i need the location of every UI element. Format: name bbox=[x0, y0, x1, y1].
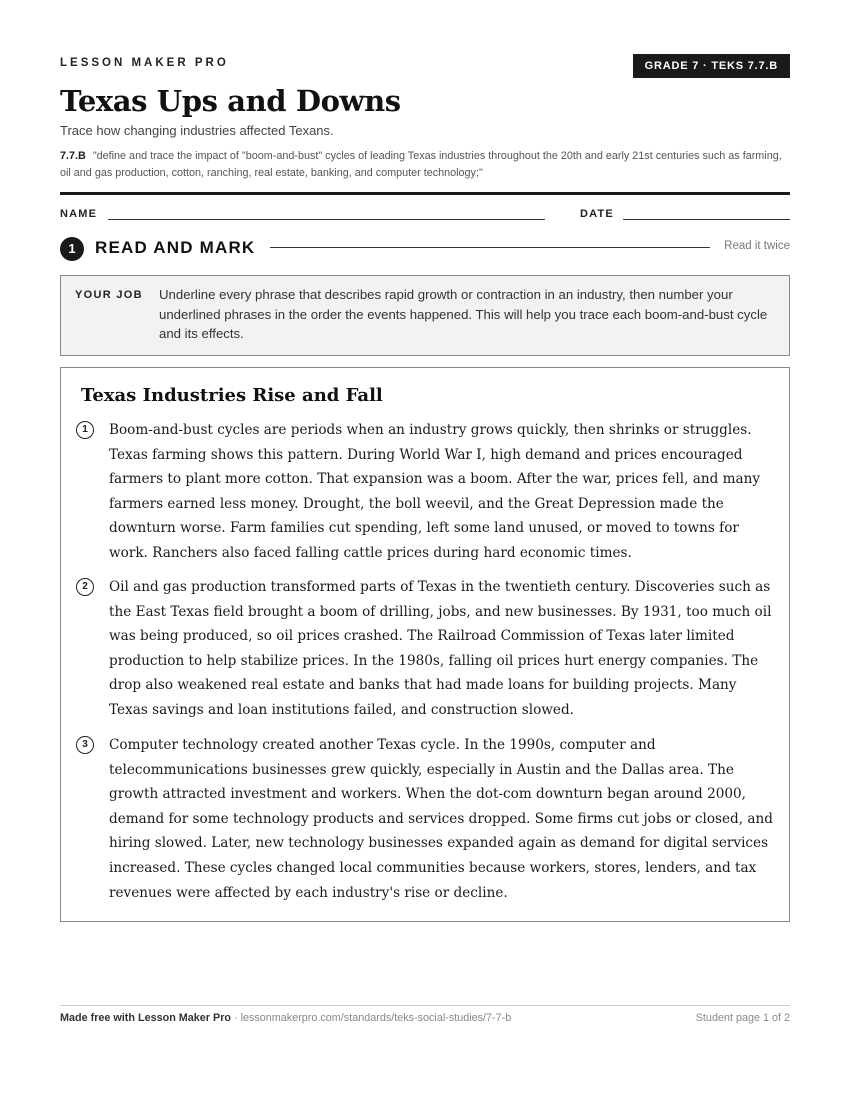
paragraph-number: 3 bbox=[76, 736, 94, 754]
instructions-box bbox=[60, 275, 790, 356]
brand-name: LESSON MAKER PRO bbox=[60, 57, 229, 69]
section-number-badge: 1 bbox=[60, 237, 84, 261]
standard-description bbox=[60, 148, 790, 182]
page-indicator: Student page 1 of 2 bbox=[695, 1012, 790, 1024]
grade-badge: GRADE 7 · TEKS 7.7.B bbox=[633, 54, 790, 78]
paragraph-number: 2 bbox=[76, 578, 94, 596]
section-divider bbox=[270, 247, 710, 248]
date-field[interactable] bbox=[623, 219, 790, 220]
footer-credit bbox=[60, 1012, 511, 1024]
footer-made-with: Made free with Lesson Maker Pro bbox=[60, 1012, 231, 1024]
paragraph-text[interactable]: Computer technology created another Texas cycle. In the 1990s, computer and telecommunications businesses grew quickly, especially in Austin and the Dallas area. The growth attracted investment and workers. When the dot-com downturn began around 2000, demand for some technology products and services dropped. Some firms cut jobs or closed, and hiring slowed. Later, new technology businesses expanded again as demand for digital services increased. These cycles changed local communities because workers, stores, lenders, and tax revenues were affected by each industry's rise or decline. bbox=[109, 737, 773, 901]
header-divider bbox=[60, 192, 790, 195]
paragraph-text[interactable]: Oil and gas production transformed parts of Texas in the twentieth century. Discoveries such as the East Texas field brought a boom of drilling, jobs, and new businesses. By 1931, too much oil was being produced, so oil prices crashed. The Railroad Commission of Texas later limited production to help stabilize prices. In the 1980s, falling oil prices hurt energy companies. The drop also weakened real estate and banks that had made loans for building projects. Many Texas savings and loan institutions failed, and construction slowed. bbox=[109, 579, 772, 718]
reading-title: Texas Industries Rise and Fall bbox=[81, 385, 383, 406]
worksheet-page bbox=[60, 0, 790, 1100]
section-note: Read it twice bbox=[724, 240, 790, 252]
name-field[interactable] bbox=[108, 219, 545, 220]
standard-code: 7.7.B bbox=[60, 150, 86, 162]
paragraph-number: 1 bbox=[76, 421, 94, 439]
section-title: READ AND MARK bbox=[95, 238, 256, 257]
reading-passage bbox=[60, 367, 790, 922]
footer-divider bbox=[60, 1005, 790, 1006]
page-title: Texas Ups and Downs bbox=[60, 84, 401, 118]
date-label: DATE bbox=[580, 208, 614, 220]
standard-text: "define and trace the impact of "boom-and-bust" cycles of leading Texas industries throughout the 20th and early 21st centuries such as farming, oil and gas production, cotton, ranching, real estate, banking, and computer technology;" bbox=[60, 150, 782, 179]
footer-url[interactable]: · lessonmakerpro.com/standards/teks-social-studies/7-7-b bbox=[231, 1012, 512, 1024]
paragraph-text[interactable]: Boom-and-bust cycles are periods when an industry grows quickly, then shrinks or struggles. Texas farming shows this pattern. During World War I, high demand and prices encouraged farmers to plant more cotton. That expansion was a boom. After the war, prices fell, and many farmers earned less money. Drought, the boll weevil, and the Great Depression made the downturn worse. Farm families cut spending, left some land unused, or moved to towns for work. Ranchers also faced falling cattle prices during hard economic times. bbox=[109, 422, 761, 561]
name-label: NAME bbox=[60, 208, 98, 220]
page-subtitle: Trace how changing industries affected Texans. bbox=[60, 123, 334, 138]
instructions-text: Underline every phrase that describes rapid growth or contraction in an industry, then number your underlined phrases in the order the events happened. This will help you trace each boom-and-bust cycle and its effects. bbox=[159, 287, 768, 341]
instructions-label: YOUR JOB bbox=[75, 289, 143, 301]
